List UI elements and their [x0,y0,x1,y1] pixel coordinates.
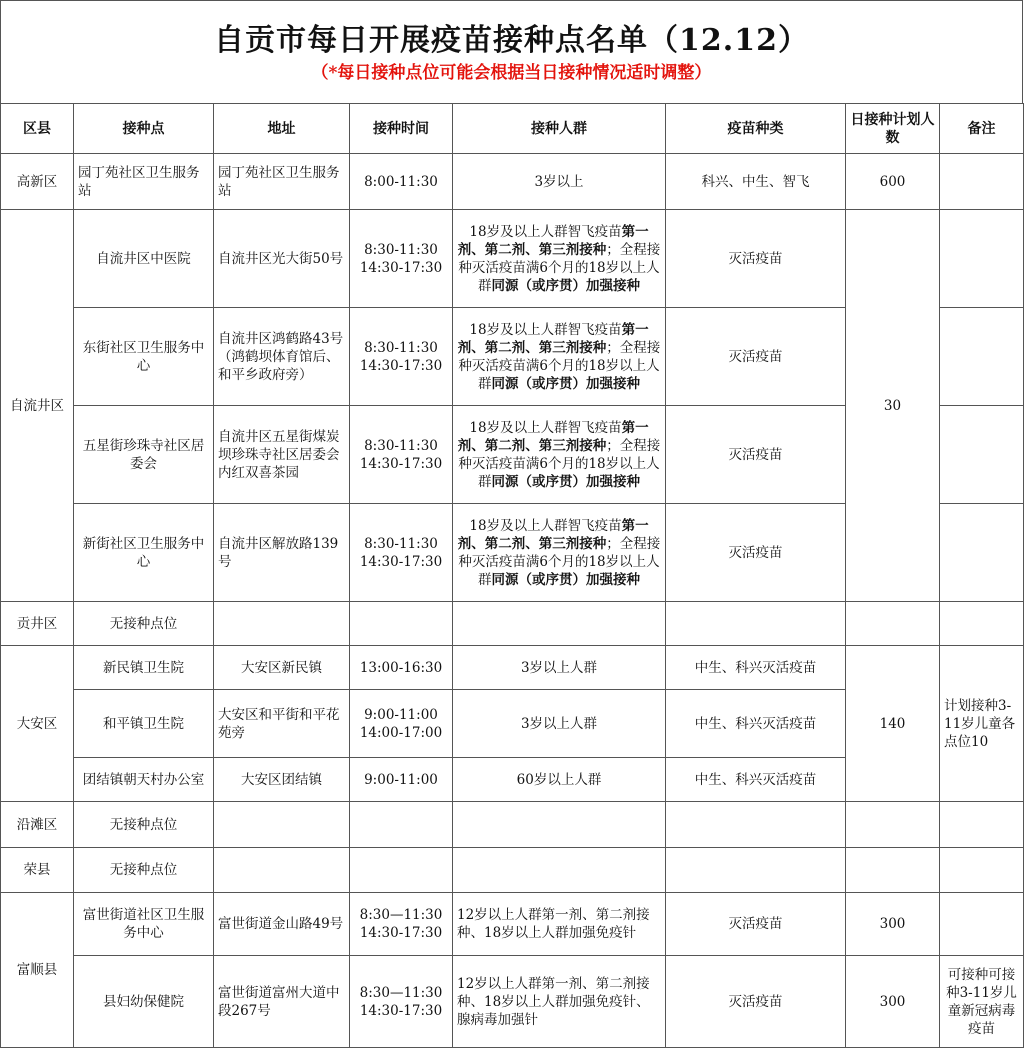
group-text: 18岁及以上人群智飞疫苗 [469,517,622,534]
vaccination-sites-table [0,103,1024,1048]
note-cell [940,893,1024,956]
table-header-row [1,104,1024,154]
quota-cell: 600 [846,154,940,210]
header-district: 区县 [1,104,74,154]
table-row [1,848,1024,893]
note-cell [940,504,1024,602]
page-subtitle-notice: （*每日接种点位可能会根据当日接种情况适时调整） [311,63,712,83]
note-cell: 计划接种3-11岁儿童各点位10 [940,646,1024,802]
header-group: 接种人群 [453,104,666,154]
address-cell: 富世街道富州大道中段267号 [214,956,350,1048]
table-row [1,646,1024,690]
site-cell: 无接种点位 [74,802,214,848]
header-time: 接种时间 [350,104,453,154]
vaccine-cell: 科兴、中生、智飞 [666,154,846,210]
note-cell: 可接种可接种3-11岁儿童新冠病毒疫苗 [940,956,1024,1048]
table-row [1,210,1024,308]
site-cell: 东街社区卫生服务中心 [74,308,214,406]
vaccine-cell: 中生、科兴灭活疫苗 [666,758,846,802]
group-cell [453,504,666,602]
site-cell: 新街社区卫生服务中心 [74,504,214,602]
group-text-bold: 同源（或序贯） [491,571,586,588]
group-text-bold: 第一剂、第二剂、第三剂接种 [457,223,649,258]
group-text: 18岁及以上人群智飞疫苗 [469,419,622,436]
time-cell: 8:30—11:30 14:30-17:30 [350,893,453,956]
site-cell: 新民镇卫生院 [74,646,214,690]
site-cell: 团结镇朝天村办公室 [74,758,214,802]
group-text-bold: 加强接种 [586,473,640,490]
header-vaccine: 疫苗种类 [666,104,846,154]
note-cell [940,154,1024,210]
header-address: 地址 [214,104,350,154]
group-cell [453,406,666,504]
group-text-bold: 加强接种 [586,571,640,588]
group-text: 18岁及以上人群智飞疫苗 [469,321,622,338]
table-row [1,956,1024,1048]
group-cell: 12岁以上人群第一剂、第二剂接种、18岁以上人群加强免疫针 [453,893,666,956]
group-text-bold: 第一剂、第二剂、第三剂接种 [457,419,649,454]
quota-cell: 300 [846,956,940,1048]
address-cell: 自流井区鸿鹤路43号（鸿鹤坝体育馆后、和平乡政府旁） [214,308,350,406]
vaccine-cell: 中生、科兴灭活疫苗 [666,690,846,758]
quota-cell: 140 [846,646,940,802]
vaccine-cell: 灭活疫苗 [666,308,846,406]
group-text-bold: 加强接种 [586,277,640,294]
group-text: ；全程接种灭活疫苗满6个月的18岁以上人群 [458,437,661,490]
time-cell: 8:30-11:30 14:30-17:30 [350,406,453,504]
district-cell: 富顺县 [1,893,74,1048]
table-row [1,154,1024,210]
address-cell: 大安区和平街和平花苑旁 [214,690,350,758]
time-cell: 8:30—11:30 14:30-17:30 [350,956,453,1048]
group-text: ；全程接种灭活疫苗满6个月的18岁以上人群 [458,241,661,294]
table-row [1,893,1024,956]
header-site: 接种点 [74,104,214,154]
address-cell: 自流井区解放路139号 [214,504,350,602]
table-row [1,802,1024,848]
group-text-bold: 第一剂、第二剂、第三剂接种 [457,517,649,552]
site-cell: 无接种点位 [74,602,214,646]
group-cell [453,210,666,308]
site-cell: 富世街道社区卫生服务中心 [74,893,214,956]
group-cell: 3岁以上人群 [453,646,666,690]
vaccine-cell: 灭活疫苗 [666,893,846,956]
district-cell: 荣县 [1,848,74,893]
district-cell: 沿滩区 [1,802,74,848]
district-cell: 自流井区 [1,210,74,602]
group-cell: 3岁以上 [453,154,666,210]
time-cell: 8:30-11:30 14:30-17:30 [350,504,453,602]
time-cell: 8:30-11:30 14:30-17:30 [350,308,453,406]
district-cell: 大安区 [1,646,74,802]
address-cell: 自流井区五星街煤炭坝珍珠寺社区居委会内红双喜茶园 [214,406,350,504]
group-cell: 60岁以上人群 [453,758,666,802]
note-cell [940,406,1024,504]
time-cell: 13:00-16:30 [350,646,453,690]
address-cell: 大安区团结镇 [214,758,350,802]
address-cell: 富世街道金山路49号 [214,893,350,956]
group-text-bold: 同源（或序贯） [491,277,586,294]
group-text: ；全程接种灭活疫苗满6个月的18岁以上人群 [458,535,661,588]
time-cell: 9:00-11:00 14:00-17:00 [350,690,453,758]
site-cell: 五星街珍珠寺社区居委会 [74,406,214,504]
table-row [1,602,1024,646]
address-cell: 大安区新民镇 [214,646,350,690]
note-cell [940,308,1024,406]
group-cell: 12岁以上人群第一剂、第二剂接种、18岁以上人群加强免疫针、腺病毒加强针 [453,956,666,1048]
site-cell: 无接种点位 [74,848,214,893]
time-cell: 8:30-11:30 14:30-17:30 [350,210,453,308]
site-cell: 和平镇卫生院 [74,690,214,758]
quota-cell: 30 [846,210,940,602]
vaccine-cell: 灭活疫苗 [666,210,846,308]
group-text: 18岁及以上人群智飞疫苗 [469,223,622,240]
district-cell: 贡井区 [1,602,74,646]
site-cell: 园丁苑社区卫生服务站 [74,154,214,210]
page-header [0,0,1023,103]
vaccine-cell: 灭活疫苗 [666,956,846,1048]
group-text-bold: 加强接种 [586,375,640,392]
address-cell: 园丁苑社区卫生服务站 [214,154,350,210]
header-quota: 日接种计划人数 [846,104,940,154]
vaccine-cell: 灭活疫苗 [666,504,846,602]
district-cell: 高新区 [1,154,74,210]
group-text-bold: 第一剂、第二剂、第三剂接种 [457,321,649,356]
group-text: ；全程接种灭活疫苗满6个月的18岁以上人群 [458,339,661,392]
time-cell: 9:00-11:00 [350,758,453,802]
vaccine-cell: 中生、科兴灭活疫苗 [666,646,846,690]
note-cell [940,210,1024,308]
header-note: 备注 [940,104,1024,154]
time-cell: 8:00-11:30 [350,154,453,210]
address-cell: 自流井区光大街50号 [214,210,350,308]
group-text-bold: 同源（或序贯） [491,473,586,490]
site-cell: 县妇幼保健院 [74,956,214,1048]
quota-cell: 300 [846,893,940,956]
group-text-bold: 同源（或序贯） [491,375,586,392]
vaccine-cell: 灭活疫苗 [666,406,846,504]
page-title: 自贡市每日开展疫苗接种点名单（12.12） [214,23,809,58]
site-cell: 自流井区中医院 [74,210,214,308]
group-cell: 3岁以上人群 [453,690,666,758]
group-cell [453,308,666,406]
